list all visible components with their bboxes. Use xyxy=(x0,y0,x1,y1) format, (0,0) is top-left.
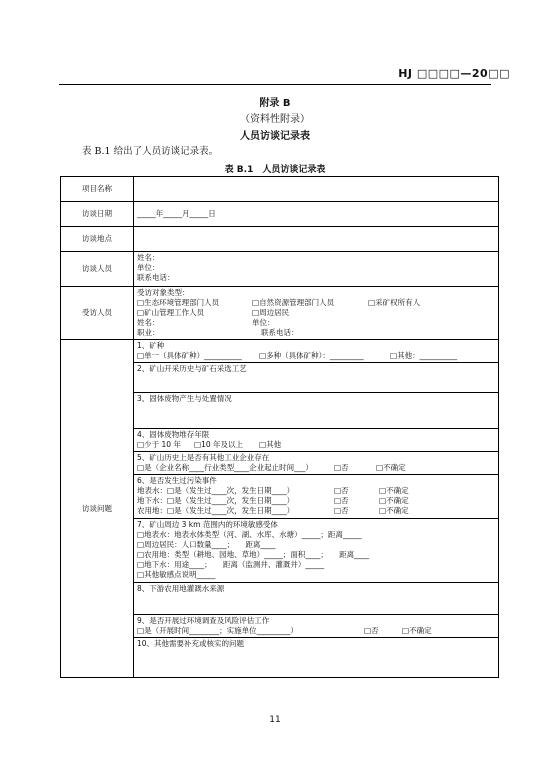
interviewee-name-label: 姓名： xyxy=(137,318,160,327)
option-10-years-or-more[interactable]: □10 年及以上 xyxy=(194,440,244,449)
farmland-no[interactable]: □否 xyxy=(334,506,349,515)
question-8[interactable] xyxy=(134,583,499,615)
option-multiple-minerals[interactable]: □多种（具体矿种）：_________ xyxy=(259,351,364,360)
option-natural-resources-staff[interactable]: □自然资源管理部门人员 xyxy=(252,298,335,307)
surface-water-uncertain[interactable]: □不确定 xyxy=(379,486,409,495)
row-label: 项目名称 xyxy=(61,177,134,202)
interview-date-field[interactable] xyxy=(134,202,499,227)
option-other[interactable]: □其他 xyxy=(259,440,282,449)
interview-place-field[interactable] xyxy=(134,227,499,252)
page-number: 11 xyxy=(269,715,281,725)
groundwater-no[interactable]: □否 xyxy=(334,496,349,505)
farmland-uncertain[interactable]: □不确定 xyxy=(379,506,409,515)
question-title: 6、是否发生过污染事件 xyxy=(137,476,217,485)
row-label: 受访人员 xyxy=(61,287,134,340)
question-9 xyxy=(134,615,499,638)
appendix-label: 附录 B xyxy=(259,98,291,109)
interviewer-field[interactable] xyxy=(134,252,499,287)
option-yes-survey[interactable]: □是（开展时间________；实施单位_________） xyxy=(137,626,298,635)
interviewee-field xyxy=(134,287,499,340)
header-standard-code: HJ □□□□—20□□ xyxy=(398,67,510,80)
question-3[interactable] xyxy=(134,393,499,429)
question-7 xyxy=(134,519,499,583)
table-row-interviewee xyxy=(61,287,499,340)
appendix-title: 人员访谈记录表 xyxy=(240,131,310,142)
interviewee-unit-label: 单位： xyxy=(252,318,275,327)
option-other-sensitive[interactable]: □其他敏感点说明_____ xyxy=(137,570,216,579)
interview-record-table xyxy=(60,176,499,678)
row-label: 访谈问题 xyxy=(61,340,134,678)
question-2[interactable] xyxy=(134,363,499,393)
option-other[interactable]: □其他：__________ xyxy=(390,351,458,360)
question-title: 1、矿种 xyxy=(137,341,165,350)
option-farmland[interactable]: □农用地：类型（耕地、园地、草地）_____；面积____； 距离____ xyxy=(137,550,370,559)
farmland-yes[interactable]: 农用地：□是（发生过____次，发生日期____） xyxy=(137,506,295,515)
option-no[interactable]: □否 xyxy=(334,463,349,472)
option-mining-right-owner[interactable]: □采矿权所有人 xyxy=(368,298,421,307)
interviewer-unit-label: 单位： xyxy=(137,263,160,272)
interviewee-phone-label: 联系电话： xyxy=(261,328,299,337)
option-no[interactable]: □否 xyxy=(364,626,379,635)
row-label: 访谈日期 xyxy=(61,202,134,227)
question-title: 7、矿山周边 3 km 范围内的环境敏感受体 xyxy=(137,520,278,529)
question-title: 8、下游农用地灌溉水来源 xyxy=(137,584,225,593)
question-title: 2、矿山开采历史与矿石采选工艺 xyxy=(137,364,247,373)
interviewer-name-label: 姓名： xyxy=(137,253,160,262)
option-single-mineral[interactable]: □单一（具体矿种）__________ xyxy=(137,351,242,360)
table-row-project-name xyxy=(61,177,499,202)
project-name-field[interactable] xyxy=(134,177,499,202)
table-row-q1 xyxy=(61,340,499,363)
intro-text: 表 B.1 给出了人员访谈记录表。 xyxy=(82,146,219,157)
question-6 xyxy=(134,475,499,519)
option-eco-env-staff[interactable]: □生态环境管理部门人员 xyxy=(137,298,220,307)
question-10[interactable] xyxy=(134,638,499,678)
option-nearby-residents[interactable]: □周边居民 xyxy=(252,308,290,317)
groundwater-uncertain[interactable]: □不确定 xyxy=(379,496,409,505)
question-title: 10、其他需要补充或核实的问题 xyxy=(137,639,245,648)
question-title: 4、固体废物堆存年限 xyxy=(137,430,210,439)
surface-water-no[interactable]: □否 xyxy=(334,486,349,495)
option-uncertain[interactable]: □不确定 xyxy=(376,463,406,472)
table-caption: 表 B.1 人员访谈记录表 xyxy=(224,165,326,175)
table-row-interview-date xyxy=(61,202,499,227)
date-template: _____年_____月_____日 xyxy=(137,209,216,218)
header-rule xyxy=(59,84,491,85)
question-title: 5、矿山历史上是否有其他工业企业存在 xyxy=(137,453,270,462)
option-groundwater[interactable]: □地下水：用途____； 距离（监测井、灌溉井）_____ xyxy=(137,560,325,569)
table-row-interviewer xyxy=(61,252,499,287)
surface-water-yes[interactable]: 地表水：□是（发生过____次，发生日期____） xyxy=(137,486,295,495)
interviewer-phone-label: 联系电话： xyxy=(137,273,175,282)
question-5 xyxy=(134,452,499,475)
question-4 xyxy=(134,429,499,452)
option-uncertain[interactable]: □不确定 xyxy=(402,626,432,635)
question-title: 3、固体废物产生与处置情况 xyxy=(137,394,232,403)
option-less-than-10-years[interactable]: □少于 10 年 xyxy=(137,440,181,449)
option-residents[interactable]: □周边居民：人口数量____； 距离____ xyxy=(137,540,276,549)
option-yes-company[interactable]: □是（企业名称____行业类型____企业起止时间___） xyxy=(137,463,313,472)
table-row-interview-place xyxy=(61,227,499,252)
appendix-nature: （资料性附录） xyxy=(240,114,310,125)
option-surface-water[interactable]: □地表水：地表水体类型（河、湖、水库、水塘）_____；距离_____ xyxy=(137,530,362,539)
question-title: 9、是否开展过环境调查及风险评估工作 xyxy=(137,616,270,625)
option-mine-management-staff[interactable]: □矿山管理工作人员 xyxy=(137,308,205,317)
interviewee-type-label: 受访对象类型： xyxy=(137,288,190,297)
row-label: 访谈人员 xyxy=(61,252,134,287)
groundwater-yes[interactable]: 地下水：□是（发生过____次，发生日期____） xyxy=(137,496,295,505)
row-label: 访谈地点 xyxy=(61,227,134,252)
interviewee-job-label: 职业： xyxy=(137,328,160,337)
question-1 xyxy=(134,340,499,363)
